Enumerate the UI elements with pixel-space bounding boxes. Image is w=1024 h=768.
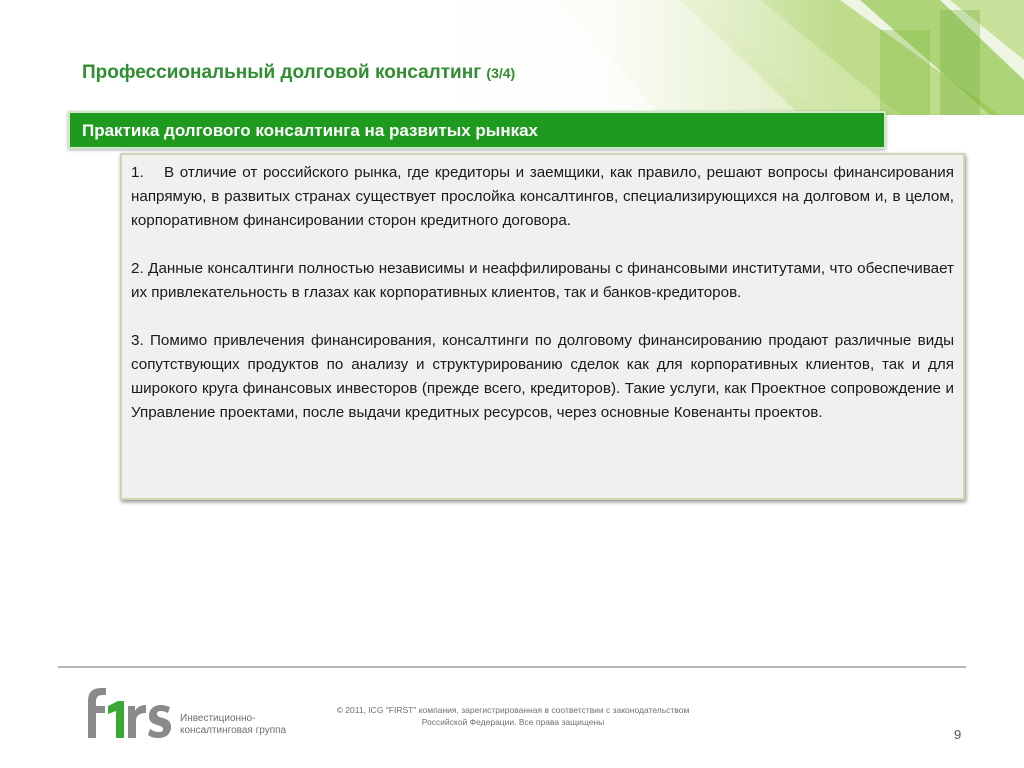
copyright-notice [318, 704, 708, 728]
section-heading: Практика долгового консалтинга на развитых рынках [82, 121, 539, 140]
content-box [120, 153, 965, 500]
logo-caption [180, 713, 286, 737]
footer-divider [58, 666, 966, 668]
paragraph-2 [131, 257, 954, 305]
page-title-text: Профессиональный долговой консалтинг [82, 62, 482, 83]
paragraph-1-text: В отличие от российского рынка, где кредиторы и заемщики, как правило, решают вопросы финансирования напрямую, в развитых странах существует прослойка консалтингов, специализирующихся на долговом и, в целом, корпоративном финансировании сторон кредитного договора. [131, 164, 954, 229]
paragraph-3 [131, 329, 954, 425]
first-logo [78, 680, 176, 740]
page-title [82, 62, 515, 84]
copyright-line-2: Российской Федерации. Все права защищены [421, 717, 605, 727]
copyright-line-1: © 2011, ICG "FIRST" компания, зарегистрированная в соответствии с законодательством [336, 705, 690, 715]
paragraph-2-text: Данные консалтинги полностью независимы и неаффилированы с финансовыми институтами, что обеспечивает их привлекательность в глазах как корпоративных клиентов, так и банков-кредиторов. [131, 260, 954, 301]
paragraph-2-number: 2. [131, 260, 144, 277]
logo-caption-line-2: консалтинговая группа [180, 725, 287, 736]
paragraph-3-text: Помимо привлечения финансирования, консалтинги по долговому финансированию продают различные виды сопутствующих продуктов по анализу и структурированию сделок как для корпоративных клиентов, так и для широкого круга финансовых инвесторов (прежде всего, кредиторов). Такие услуги, как Проектное сопровождение и Управление проектами, после выдачи кредитных ресурсов, через основные Ковенанты проектов. [131, 332, 954, 421]
page-number: 9 [954, 727, 962, 742]
paragraph-3-number: 3. [131, 332, 144, 349]
logo-caption-line-1: Инвестиционно- [180, 713, 256, 724]
section-heading-bar [68, 111, 886, 149]
paragraph-1 [131, 161, 954, 233]
paragraph-1-number: 1. [131, 164, 144, 181]
page-title-counter: (3/4) [486, 65, 516, 81]
header-decoration [0, 0, 1024, 115]
